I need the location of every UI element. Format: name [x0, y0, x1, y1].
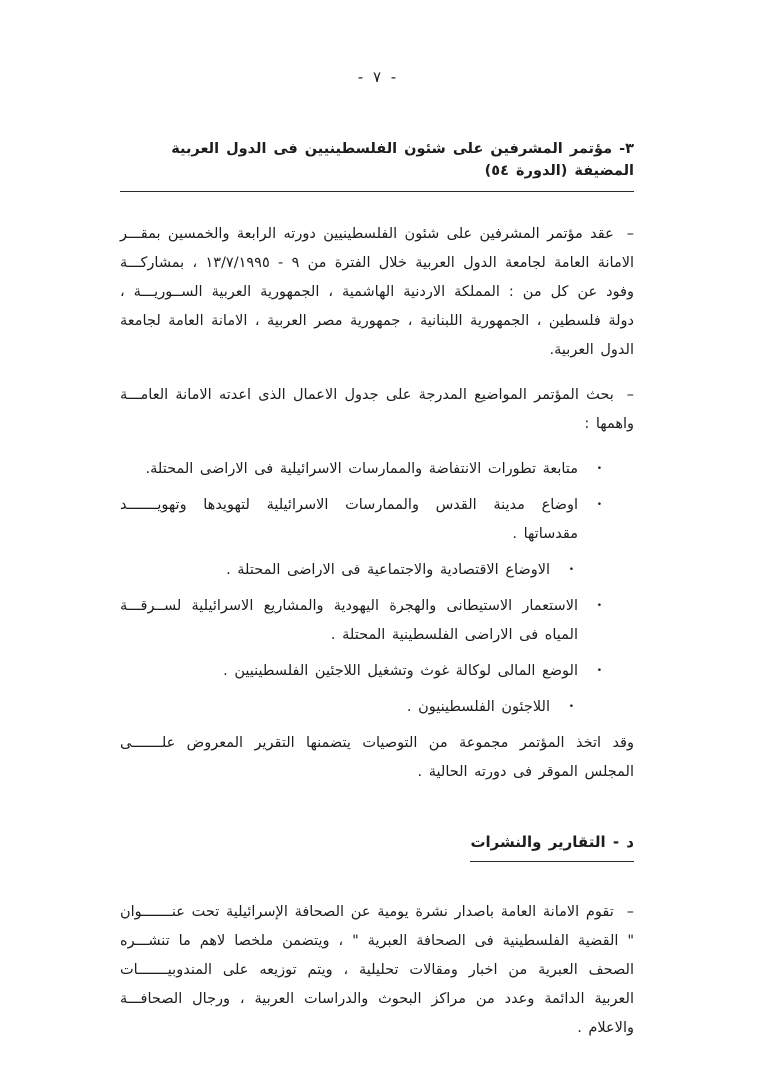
list-item — [120, 556, 576, 585]
paragraph-conference-agenda — [120, 381, 634, 439]
dash-marker: – — [626, 387, 634, 403]
paragraph-conference-session — [120, 220, 634, 365]
paragraph-conference-closing: وقد اتخذ المؤتمر مجموعة من التوصيات يتضمنها التقرير المعروض علـــــــى المجلس الموقر فى دورته الحالية . — [120, 735, 634, 780]
list-item-text: اوضاع مدينة القدس والممارسات الاسرائيلية لتهويدها وتهويـــــــد مقدساتها . — [120, 497, 578, 542]
list-item — [120, 491, 604, 549]
list-item — [120, 455, 604, 484]
list-item-text: الاستعمار الاستيطانى والهجرة اليهودية والمشاريع الاسرائيلية لســرقـــة المياه فى الاراضى الفلسطينية المحتلة . — [120, 598, 578, 643]
list-item-text: متابعة تطورات الانتفاضة والممارسات الاسرائيلية فى الاراضى المحتلة. — [145, 461, 578, 477]
dash-marker: – — [626, 226, 634, 242]
dash-marker: – — [626, 904, 634, 920]
bullet-icon: • — [596, 500, 602, 510]
bullet-icon: • — [568, 565, 574, 575]
paragraph-text: عقد مؤتمر المشرفين على شئون الفلسطينيين دورته الرابعة والخمسين بمقـــر الامانة العامة لجامعة الدول العربية خلال الفترة من ٩ - ١٣/٧/١٩٩٥ ، بمشاركـــة وفود عن كل من : المملكة الاردنية الهاشمية ، الجمهورية العربية الســوريـــة ، دولة فلسطين ، الجمهورية اللبنانية ، جمهورية مصر العربية ، الامانة العامة لجامعة الدول العربية. — [120, 226, 635, 358]
bullet-icon: • — [596, 666, 602, 676]
list-item — [120, 592, 604, 650]
paragraph-reports-bulletin — [120, 898, 634, 1043]
list-item — [120, 693, 576, 722]
section-heading-conference: ٣- مؤتمر المشرفين على شئون الفلسطينيين فى الدول العربية المضيفة (الدورة ٥٤) — [120, 138, 634, 192]
bullet-icon: • — [568, 702, 574, 712]
bullet-icon: • — [596, 601, 602, 611]
paragraph-text: بحث المؤتمر المواضيع المدرجة على جدول الاعمال الذى اعدته الامانة العامـــة واهمها : — [120, 387, 634, 432]
paragraph-text: تقوم الامانة العامة باصدار نشرة يومية عن الصحافة الإسرائيلية تحت عنـــــــوان " القضية الفلسطينية فى الصحافة العبرية " ، ويتضمن ملخصا لاهم ما تنشـــره الصحف العبرية من اخبار ومقالات تحليلية ، ويتم توزيعه على المندوبيـــــــات العربية الدائمة وعدد من مراكز البحوث والدراسات العربية ، ورجال الصحافـــة والاعلام . — [120, 904, 634, 1036]
agenda-topics-list — [120, 455, 604, 722]
section-heading-reports: د - التقارير والنشرات — [470, 831, 634, 862]
list-item-text: اللاجئون الفلسطينيون . — [406, 699, 550, 715]
list-item-text: الوضع المالى لوكالة غوث وتشغيل اللاجئين الفلسطينيين . — [223, 663, 578, 679]
list-item — [120, 657, 604, 686]
page-number: - ٧ - — [357, 68, 397, 86]
list-item-text: الاوضاع الاقتصادية والاجتماعية فى الاراضى المحتلة . — [226, 562, 550, 578]
bullet-icon: • — [596, 464, 602, 474]
